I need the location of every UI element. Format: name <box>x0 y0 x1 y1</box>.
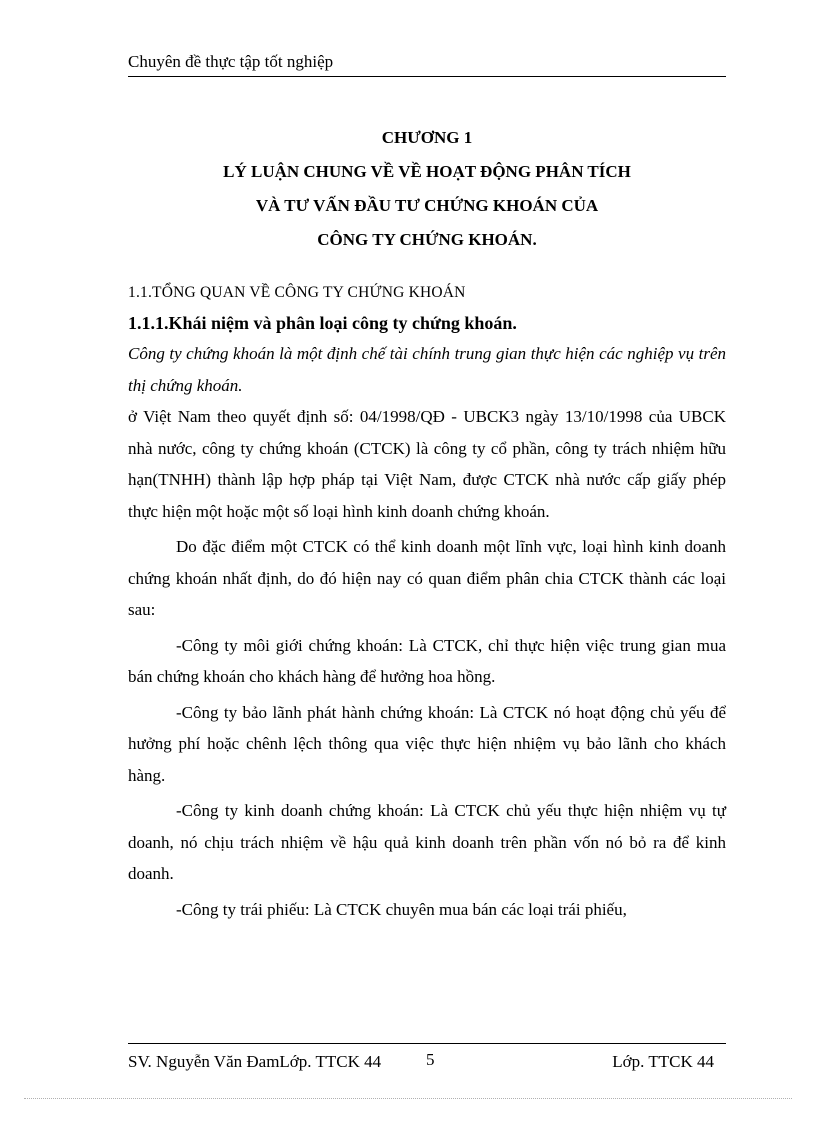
page-bottom-divider <box>24 1098 792 1099</box>
chapter-title-line: VÀ TƯ VẤN ĐẦU TƯ CHỨNG KHOÁN CỦA <box>255 196 599 215</box>
definition-paragraph: Công ty chứng khoán là một định chế tài chính trung gian thực hiện các nghiệp vụ trên thị chứng khoán. <box>128 344 726 395</box>
underwriter-type-paragraph: -Công ty bảo lãnh phát hành chứng khoán: Là CTCK nó hoạt động chủ yếu để hưởng phí hoặc chênh lệch thông qua việc thực hiện nhiệm vụ bảo lãnh cho khách hàng. <box>128 702 726 785</box>
legal-paragraph: ở Việt Nam theo quyết định số: 04/1998/QĐ - UBCK3 ngày 13/10/1998 của UBCK nhà nước, công ty chứng khoán (CTCK) là công ty cổ phần, công ty trách nhiệm hữu hạn(TNHH) thành lập hợp pháp tại Việt Nam, được CTCK nhà nước cấp giấy phép thực hiện một hoặc một số loại hình kinh doanh chứng khoán. <box>128 407 726 521</box>
page-header <box>128 50 726 77</box>
broker-type-paragraph: -Công ty môi giới chứng khoán: Là CTCK, chỉ thực hiện việc trung gian mua bán chứng khoán cho khách hàng để hưởng hoa hồng. <box>128 635 726 686</box>
page-number: 5 <box>426 1050 435 1069</box>
bond-type-paragraph: -Công ty trái phiếu: Là CTCK chuyên mua bán các loại trái phiếu, <box>176 899 627 919</box>
body-text <box>128 280 726 925</box>
header-title: Chuyên đề thực tập tốt nghiệp <box>128 52 334 71</box>
chapter-heading <box>128 121 726 257</box>
dealer-type-paragraph: -Công ty kinh doanh chứng khoán: Là CTCK chủ yếu thực hiện nhiệm vụ tự doanh, nó chịu trách nhiệm về hậu quả kinh doanh trên phần vốn nó bỏ ra để kinh doanh. <box>128 801 726 883</box>
chapter-title-line: LÝ LUẬN CHUNG VỀ VỀ HOẠT ĐỘNG PHÂN TÍCH <box>223 162 631 181</box>
chapter-title-line: CÔNG TY CHỨNG KHOÁN. <box>317 230 537 249</box>
page-footer <box>128 1043 726 1071</box>
chapter-number: CHƯƠNG 1 <box>381 128 473 147</box>
section-heading: 1.1.TỔNG QUAN VỀ CÔNG TY CHỨNG KHOÁN <box>128 284 466 301</box>
footer-student: SV. Nguyễn Văn ĐamLớp. TTCK 44 <box>128 1052 382 1071</box>
subsection-heading: 1.1.1.Khái niệm và phân loại công ty chứng khoán. <box>128 313 517 333</box>
types-intro-paragraph: Do đặc điểm một CTCK có thể kinh doanh một lĩnh vực, loại hình kinh doanh chứng khoán nhất định, do đó hiện nay có quan điểm phân chia CTCK thành các loại sau: <box>128 537 726 619</box>
footer-class: Lớp. TTCK 44 <box>612 1052 714 1071</box>
